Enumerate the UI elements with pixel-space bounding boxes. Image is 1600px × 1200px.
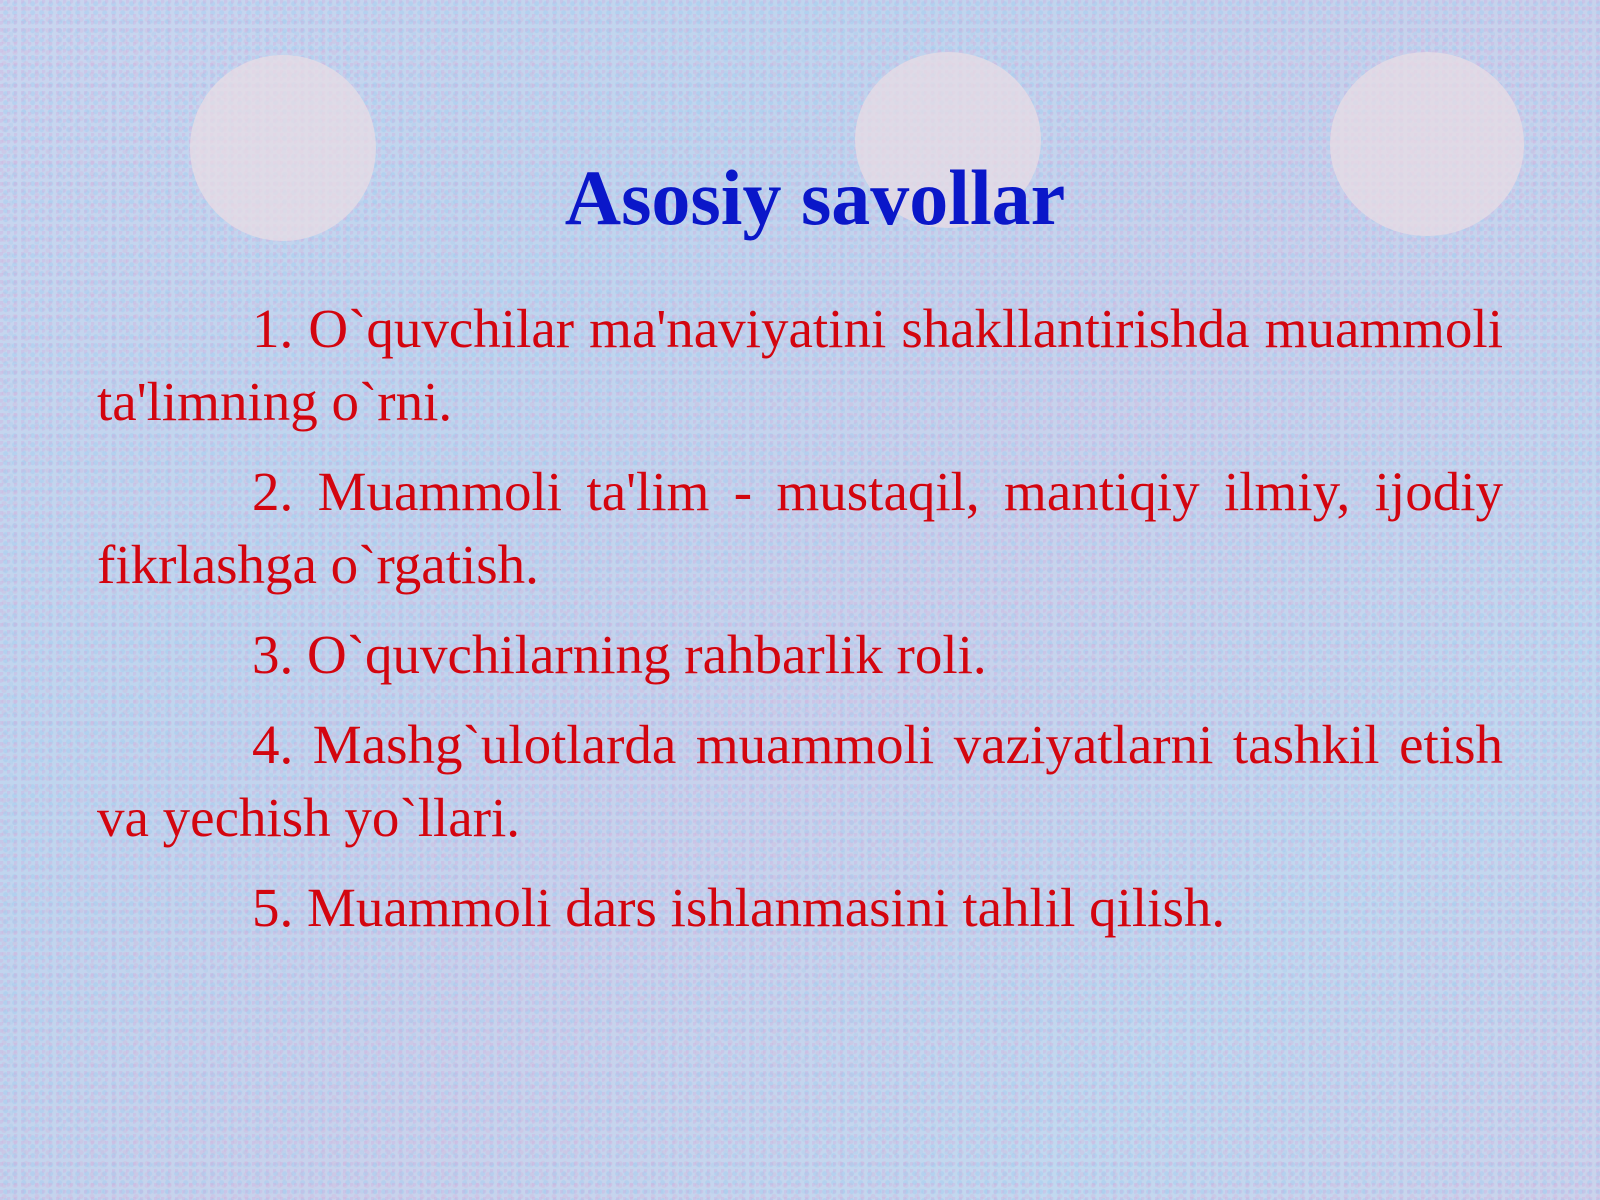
questions-list bbox=[97, 292, 1503, 961]
question-item: 1. O`quvchilar ma'naviyatini shakllantirishda muammoli ta'limning o`rni. bbox=[97, 298, 1503, 432]
question-item: 5. Muammoli dars ishlanmasini tahlil qilish. bbox=[252, 877, 1226, 938]
question-item: 4. Mashg`ulotlarda muammoli vaziyatlarni tashkil etish va yechish yo`llari. bbox=[97, 714, 1503, 848]
question-item: 2. Muammoli ta'lim - mustaqil, mantiqiy ilmiy, ijodiy fikrlashga o`rgatish. bbox=[97, 461, 1503, 595]
slide-title: Asosiy savollar bbox=[564, 154, 1066, 241]
question-item: 3. O`quvchilarning rahbarlik roli. bbox=[252, 624, 987, 685]
